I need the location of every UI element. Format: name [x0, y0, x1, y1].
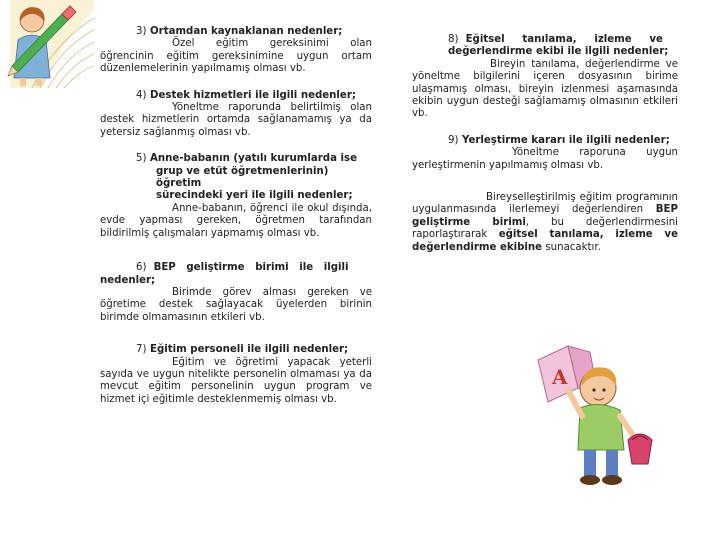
list-item [100, 90, 372, 140]
item-title-line: değerlendirme ekibi ile ilgili nedenler; [448, 46, 669, 58]
list-item [100, 344, 372, 406]
left-column [100, 26, 372, 420]
item-title: Ortamdan kaynaklanan nedenler; [150, 26, 343, 37]
item-body: Birimde görev alması gereken ve öğretime destek sağlayacak üyelerden birinin birimde olmamasının etkileri vb. [100, 286, 372, 323]
right-column [412, 34, 678, 268]
girl-with-pencil-icon [2, 0, 98, 88]
item-number: 6) [136, 262, 147, 274]
item-body: Yöneltme raporuna uygun yerleştirmenin yapılmamış olması vb. [412, 147, 678, 171]
item-body: Bireyin tanılama, değerlendirme ve yöneltme bilgilerini içeren dosyasının birime ulaşmamış olması, bireyin izlenmesi aşamasında ekibin uygun desteği sağlamamış olmasının etkileri vb. [412, 58, 678, 120]
item-title-line: nedenler; [100, 274, 156, 286]
item-title: Eğitsel tanılama, izleme ve [465, 34, 663, 45]
item-heading [100, 90, 372, 102]
closing-text: sunacaktır. [545, 241, 601, 253]
closing-bold-unit: BEP geliştirme birimi [412, 204, 678, 228]
closing-bold-team: eğitsel tanılama, izleme ve değerlendirme ekibine [412, 229, 678, 253]
list-item [100, 153, 372, 240]
item-body: Anne-babanın, öğrenci ile okul dışında, evde yapması gereken, öğretmen tarafından bildirilmiş çalışmaları yapmamış olması vb. [100, 202, 372, 239]
item-number: 4) [136, 89, 147, 101]
closing-paragraph [412, 192, 678, 254]
item-number: 8) [448, 34, 459, 45]
item-number: 9) [448, 134, 459, 146]
book-letter: A [552, 365, 568, 389]
item-title-line: grup ve etüt öğretmenlerinin) öğretim [156, 165, 329, 190]
item-title: Anne-babanın (yatılı kurumlarda ise [150, 153, 357, 165]
closing-text: Bireyselleştirilmiş eğitim programının uygulanmasında ilerlemeyi değerlendiren [412, 192, 678, 216]
item-heading [100, 344, 372, 356]
item-title: Eğitim personeli ile ilgili nedenler; [150, 344, 349, 356]
item-heading [100, 262, 372, 274]
item-title: BEP geliştirme birimi ile ilgili [153, 262, 349, 274]
item-body: Özel eğitim gereksinimi olan öğrencinin eğitim gereksinimine uygun ortam düzenlemelerinin yapılmamış olması vb. [100, 38, 372, 75]
closing-text: , bu değerlendirmesini raporlaştırarak [412, 216, 678, 241]
item-body: Yöneltme raporunda belirtilmiş olan destek hizmetlerin ortamda sağlanamamış ya da yetersiz sağlanmış olması vb. [100, 102, 372, 138]
list-item [100, 26, 372, 76]
item-title: Destek hizmetleri ile ilgili nedenler; [150, 89, 356, 101]
list-item [412, 34, 678, 121]
list-item [100, 262, 372, 324]
item-number: 7) [136, 344, 147, 356]
item-number: 5) [136, 153, 147, 165]
item-body: Eğitim ve öğretimi yapacak yeterli sayıda ve uygun nitelikte personelin olmaması ya da mevcut eğitim personelinin uygun program ve hizmet içi eğitimle desteklenmemiş olması vb. [100, 356, 372, 405]
item-number: 3) [136, 26, 147, 37]
list-item [412, 135, 678, 172]
item-title-line: sürecindeki yeri ile ilgili nedenler; [156, 190, 353, 202]
item-heading [100, 26, 372, 38]
item-heading [412, 135, 678, 147]
item-title: Yerleştirme kararı ile ilgili nedenler; [462, 134, 670, 146]
item-heading [412, 34, 678, 46]
item-heading [100, 153, 372, 165]
child-reading-book-icon [528, 340, 668, 490]
